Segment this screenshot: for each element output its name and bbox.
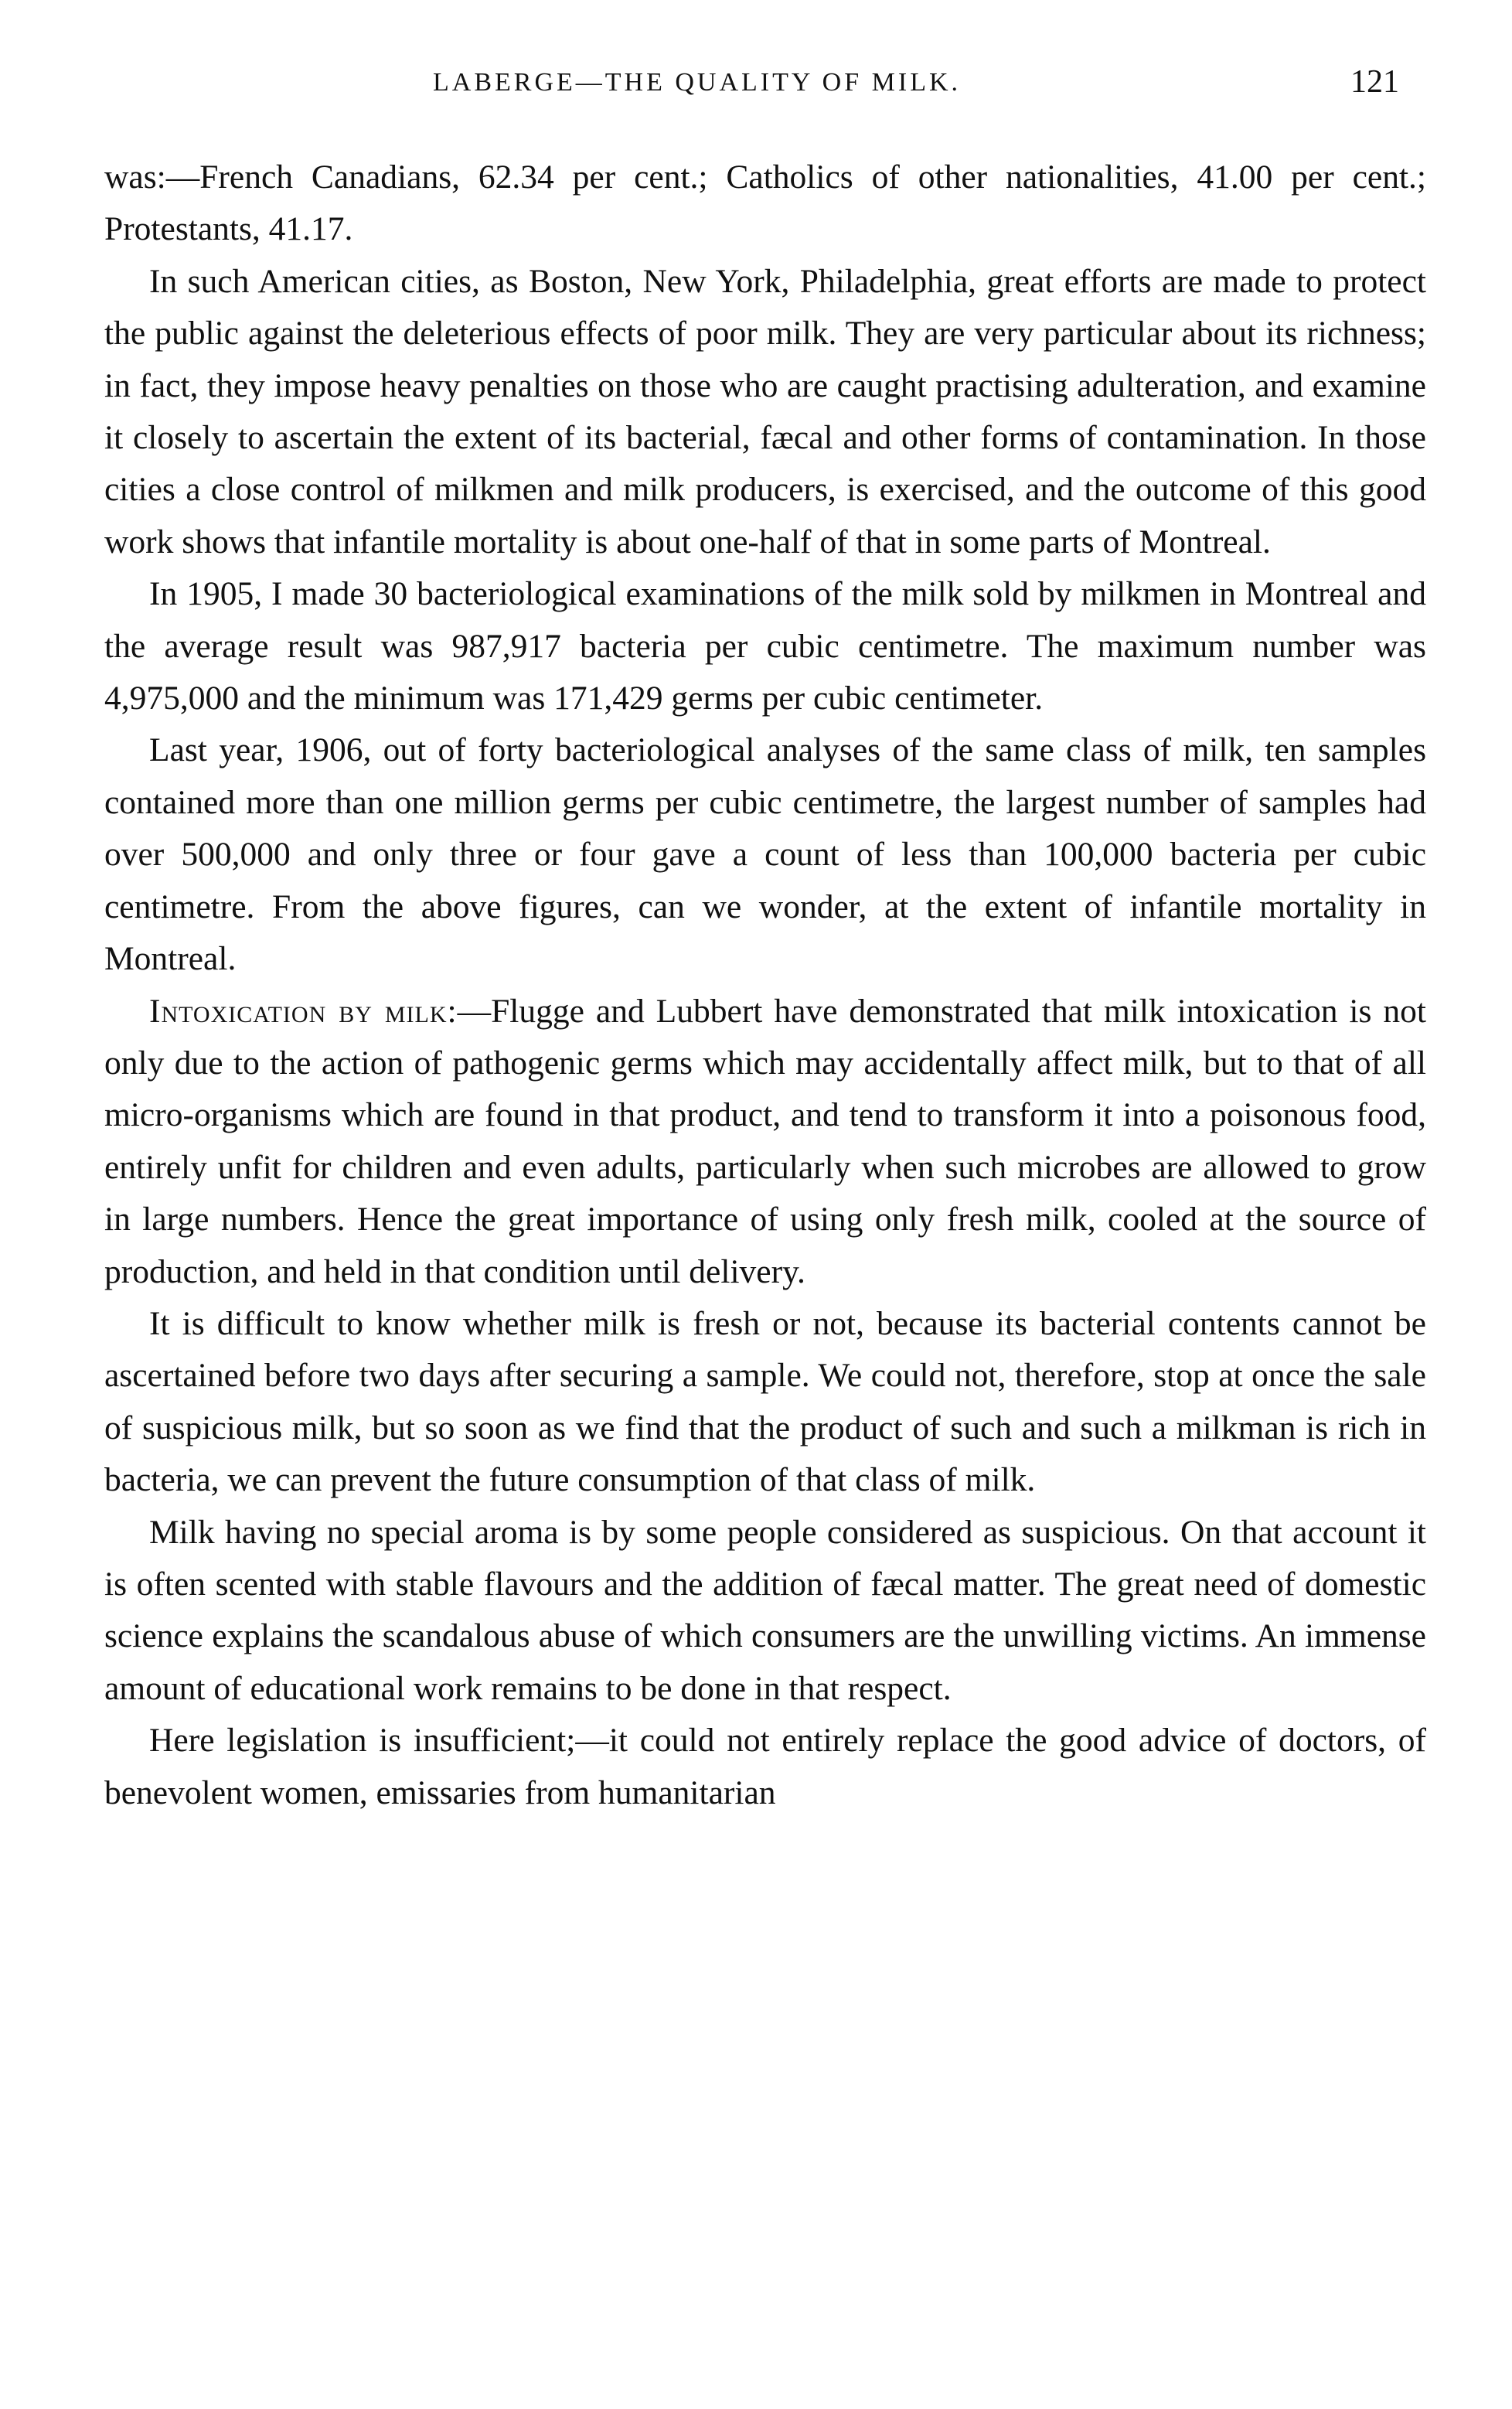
paragraph-continuation: was:—French Canadians, 62.34 per cent.; Catholics of other nationalities, 41.00 per cent.; Protestants, 41.17. xyxy=(104,158,1426,248)
page-number: 121 xyxy=(1350,64,1399,100)
paragraph-1906-analyses: Last year, 1906, out of forty bacteriological analyses of the same class of milk, ten samples contained more than one million germs per cubic centimetre, the largest number of samples had over 500,000 and only three or four gave a count of less than 100,000 bacteria per cubic centimetre. From the above figures, can we wonder, at the extent of infantile mortality in Montreal. xyxy=(104,731,1426,978)
paragraph-1905-examinations: In 1905, I made 30 bacteriological examinations of the milk sold by milkmen in Montreal and the average result was 987,917 bacteria per cubic centimetre. The maximum number was 4,975,000 and the minimum was 171,429 germs per cubic centimeter. xyxy=(104,575,1426,717)
running-title: LABERGE—THE QUALITY OF MILK. xyxy=(433,68,962,97)
paragraph-aroma: Milk having no special aroma is by some people considered as suspicious. On that account it is often scented with stable flavours and the addition of fæcal matter. The great need of domestic science explains the scandalous abuse of which consumers are the unwilling victims. An immense amount of educational work remains to be done in that respect. xyxy=(104,1513,1426,1707)
section-heading-intoxication: Intoxication by milk: xyxy=(149,992,458,1030)
paragraph-freshness: It is difficult to know whether milk is fresh or not, because its bacterial contents cannot be ascertained before two days after securing a sample. We could not, therefore, stop at once the sale of suspicious milk, but so soon as we find that the product of such and such a milkman is rich in bacteria, we can prevent the future consumption of that class of milk. xyxy=(104,1304,1426,1499)
paragraph-american-cities: In such American cities, as Boston, New York, Philadelphia, great efforts are made to protect the public against the deleterious effects of poor milk. They are very particular about its richness; in fact, they impose heavy penalties on those who are caught practising adulteration, and examine it closely to ascertain the extent of its bacterial, fæcal and other forms of contamination. In those cities a close control of milkmen and milk producers, is exercised, and the outcome of this good work shows that infantile mortality is about one-half of that in some parts of Montreal. xyxy=(104,262,1426,561)
paragraph-intoxication xyxy=(104,986,1426,1298)
body-text xyxy=(104,152,1426,1819)
running-head xyxy=(100,64,1430,114)
paragraph-legislation: Here legislation is insufficient;—it could not entirely replace the good advice of doctors, of benevolent women, emissaries from humanitarian xyxy=(104,1722,1426,1811)
paragraph-intoxication-text: —Flugge and Lubbert have demonstrated that milk intoxication is not only due to the action of pathogenic germs which may accidentally affect milk, but to that of all micro-organisms which are found in that product, and tend to transform it into a poisonous food, entirely unfit for children and even adults, particularly when such microbes are allowed to grow in large numbers. Hence the great importance of using only fresh milk, cooled at the source of production, and held in that condition until delivery. xyxy=(104,992,1426,1290)
